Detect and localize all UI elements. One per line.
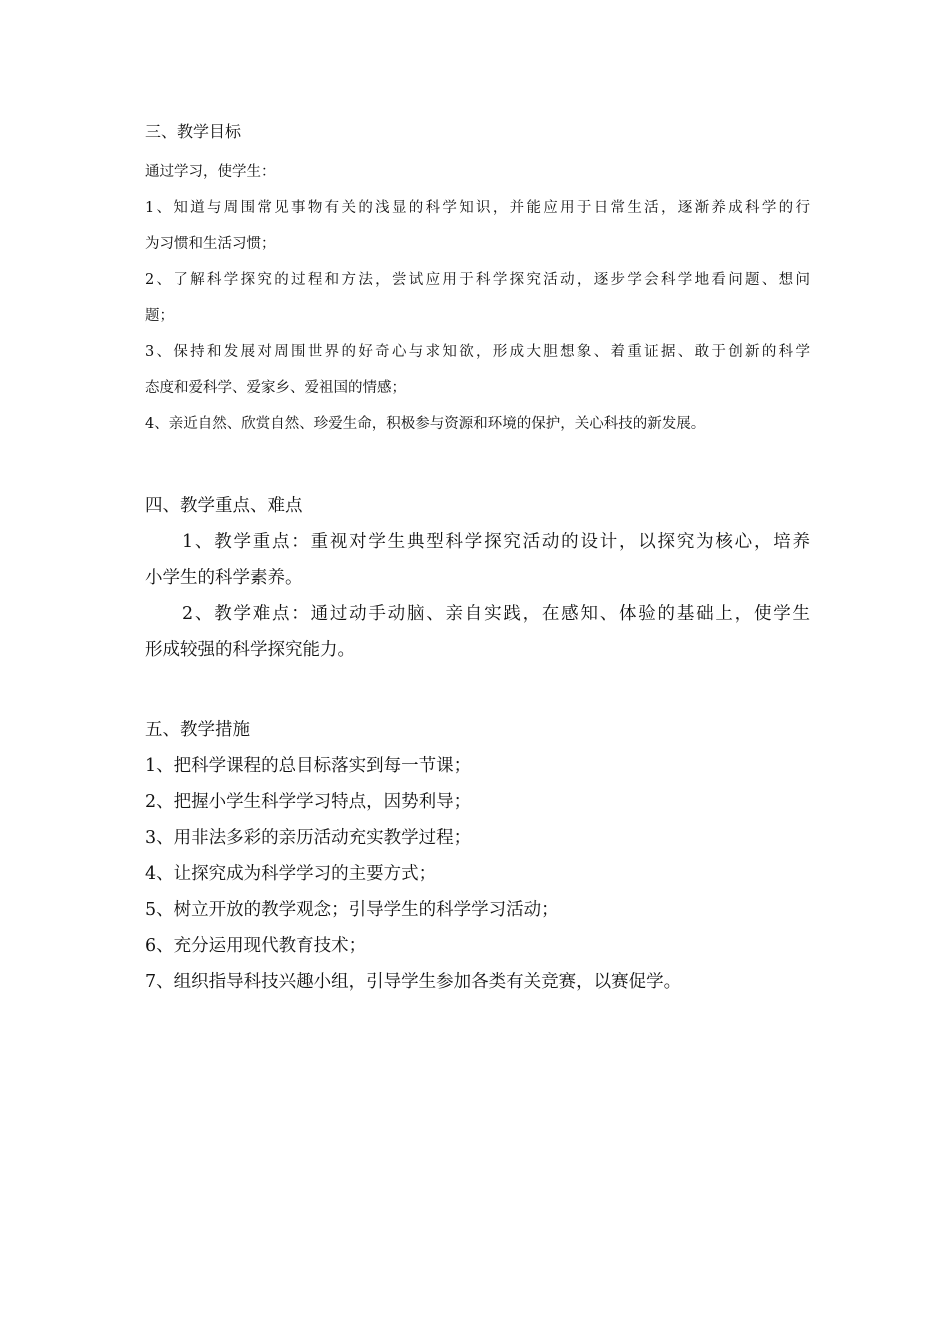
intro-line: 通过学习，使学生： (145, 164, 276, 180)
section-teaching-measures (145, 712, 810, 1000)
measure-item-1: 1、把科学课程的总目标落实到每一节课； (145, 756, 472, 776)
key-point-2-line-2: 形成较强的科学探究能力。 (145, 640, 355, 660)
measure-item-6: 6、充分运用现代教育技术； (145, 936, 367, 956)
objective-item-1-line-2: 为习惯和生活习惯； (145, 236, 276, 252)
objective-item-1-line-1: 1、知道与周围常见事物有关的浅显的科学知识，并能应用于日常生活，逐渐养成科学的行 (145, 200, 810, 216)
section-heading: 三、教学目标 (145, 122, 242, 141)
objective-item-3-line-1: 3、保持和发展对周围世界的好奇心与求知欲，形成大胆想象、着重证据、敢于创新的科学 (145, 344, 810, 360)
measure-item-2: 2、把握小学生科学学习特点，因势利导； (145, 792, 472, 812)
key-point-1-line-1: 1、教学重点：重视对学生典型科学探究活动的设计，以探究为核心，培养 (182, 532, 810, 552)
section-heading: 四、教学重点、难点 (145, 496, 303, 516)
key-point-2-line-1: 2、教学难点：通过动手动脑、亲自实践，在感知、体验的基础上，使学生 (182, 604, 810, 624)
measure-item-7: 7、组织指导科技兴趣小组，引导学生参加各类有关竞赛，以赛促学。 (145, 972, 682, 992)
measure-item-3: 3、用非法多彩的亲历活动充实教学过程； (145, 828, 472, 848)
section-teaching-objectives (145, 114, 810, 442)
objective-item-2-line-2: 题； (145, 308, 174, 324)
section-key-points (145, 488, 810, 668)
section-heading: 五、教学措施 (145, 720, 250, 740)
key-point-1-line-2: 小学生的科学素养。 (145, 568, 303, 588)
objective-item-2-line-1: 2、了解科学探究的过程和方法，尝试应用于科学探究活动，逐步学会科学地看问题、想问 (145, 272, 810, 288)
objective-item-3-line-2: 态度和爱科学、爱家乡、爱祖国的情感； (145, 380, 406, 396)
objective-item-4-line-1: 4、亲近自然、欣赏自然、珍爱生命，积极参与资源和环境的保护，关心科技的新发展。 (145, 416, 706, 432)
measure-item-4: 4、让探究成为科学学习的主要方式； (145, 864, 437, 884)
measure-item-5: 5、树立开放的教学观念；引导学生的科学学习活动； (145, 900, 559, 920)
